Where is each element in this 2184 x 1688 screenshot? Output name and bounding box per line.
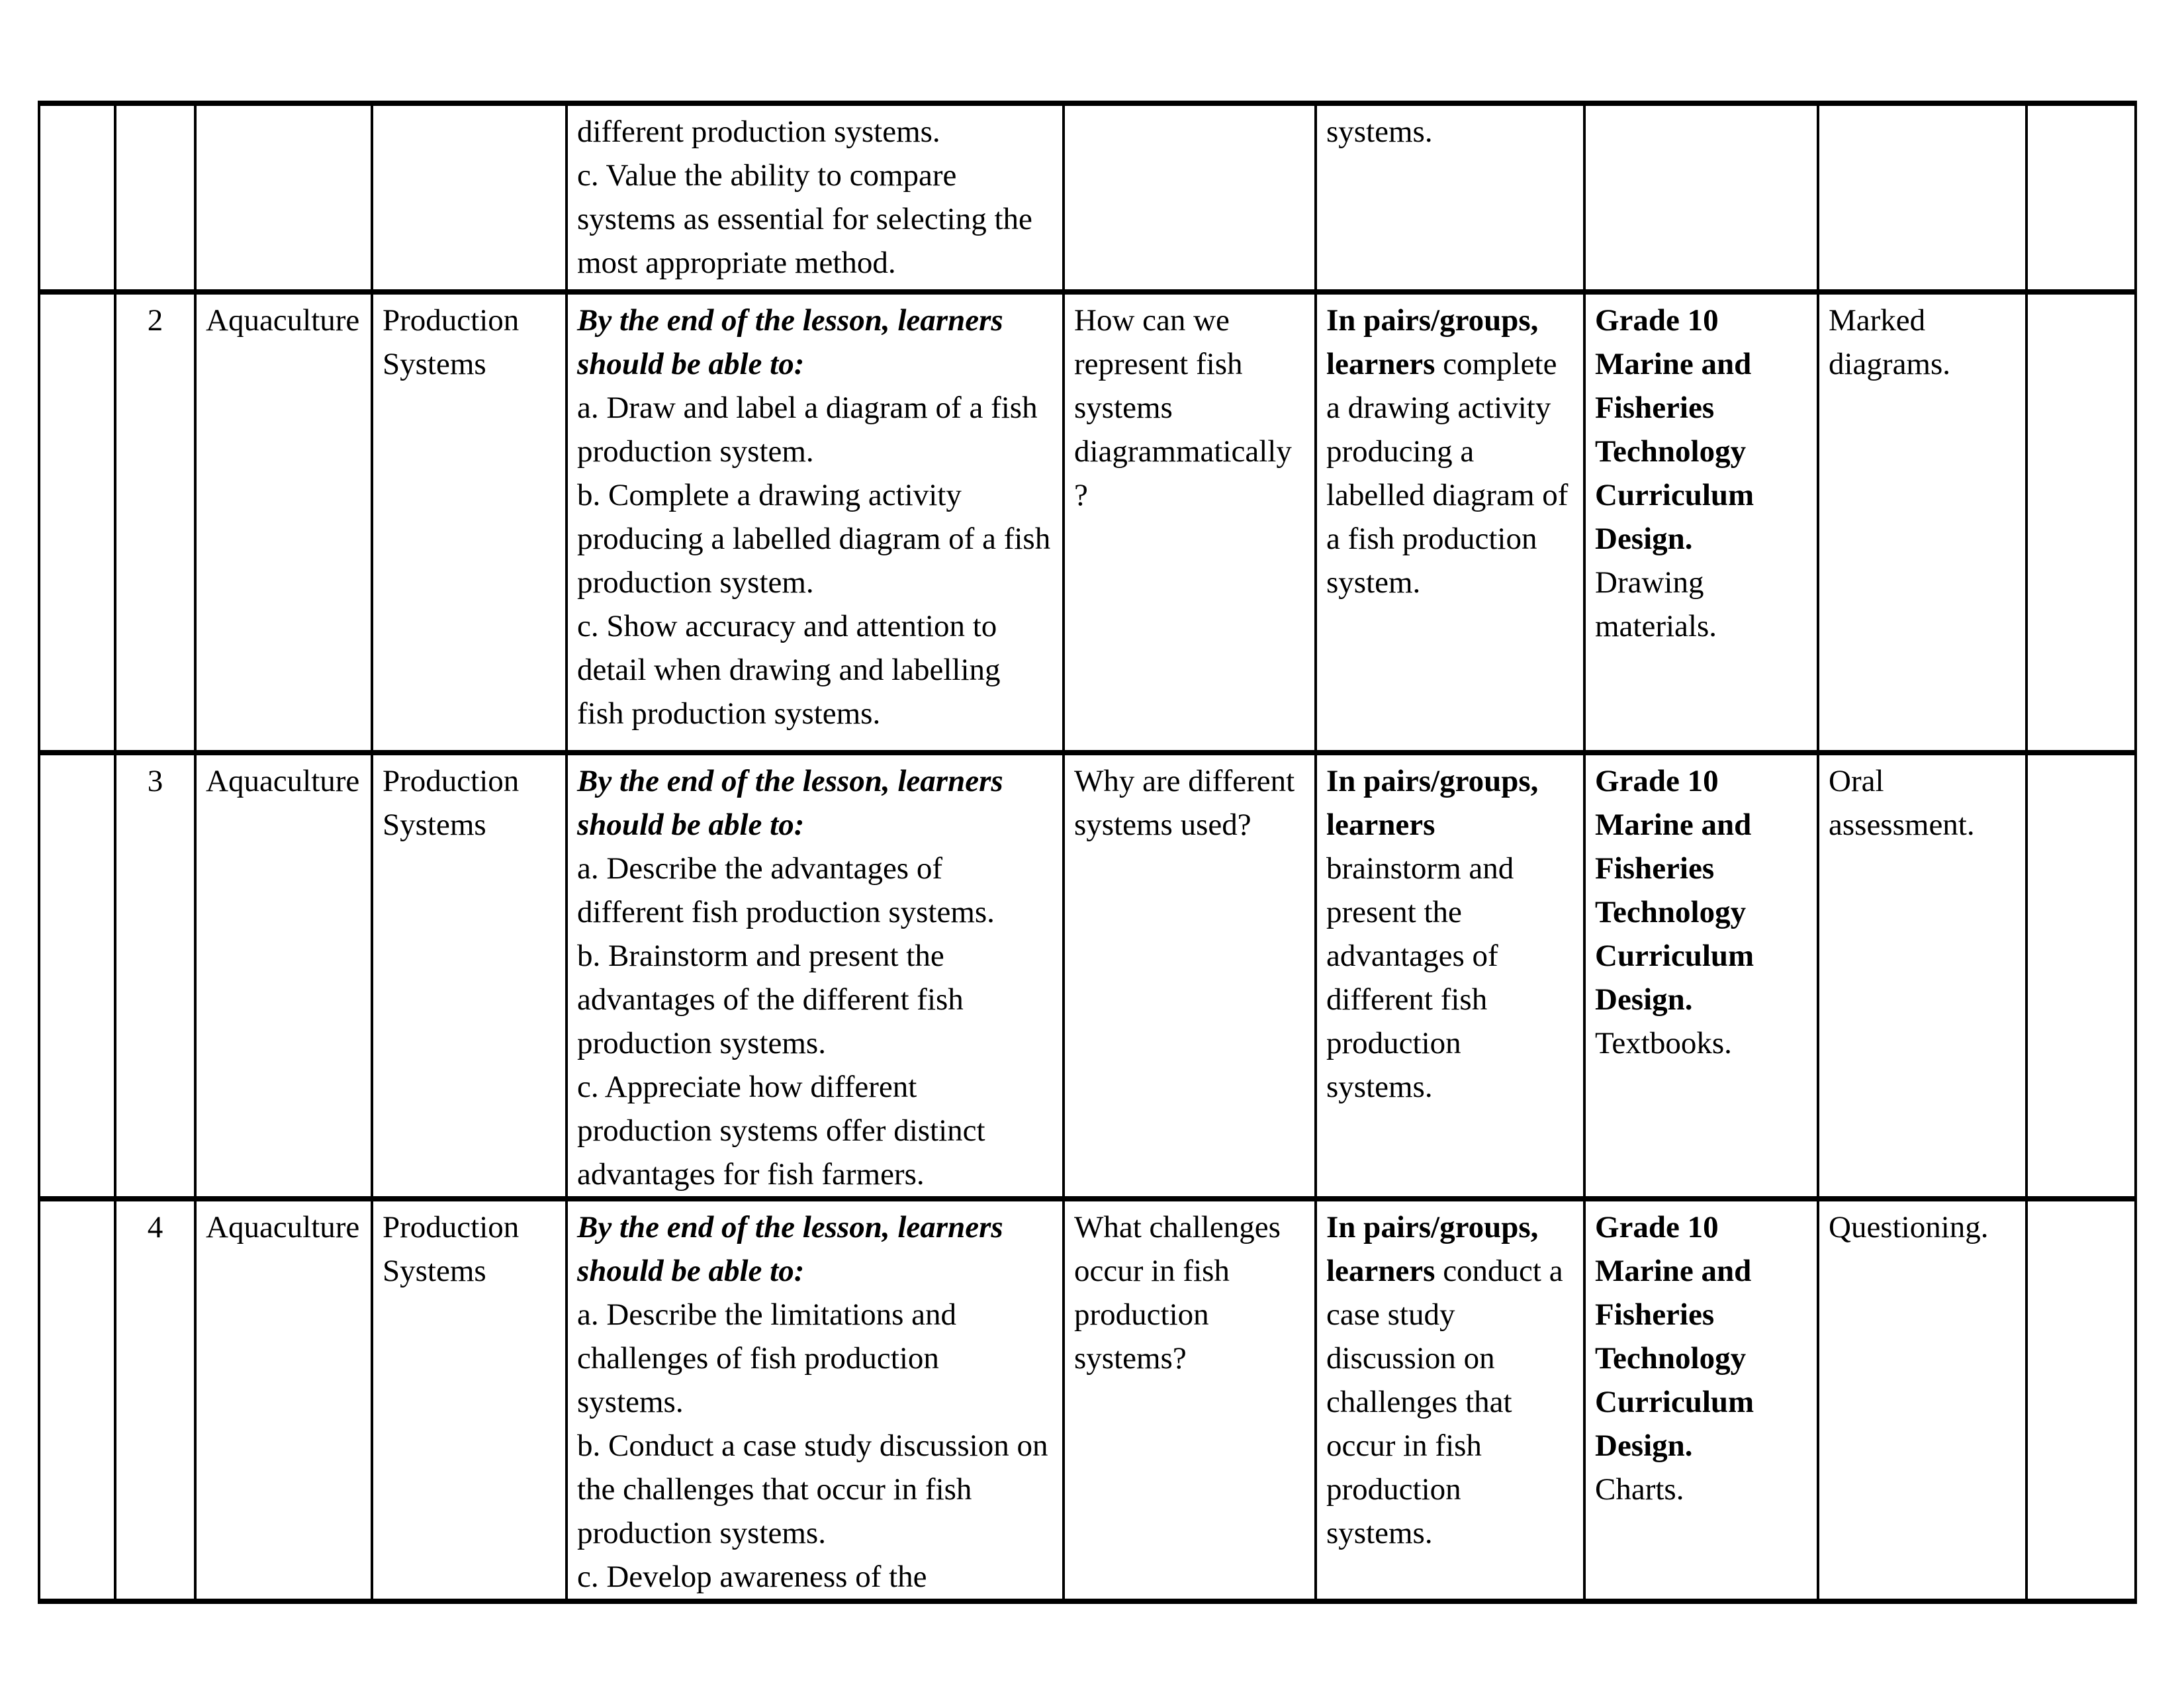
outcome-item-c: c. Appreciate how different production systems offer distinct advantages for fish farmers. xyxy=(577,1070,985,1192)
sub-strand-text: Production Systems xyxy=(383,764,520,842)
cell-learning-resources xyxy=(1584,1199,1818,1601)
cell-outcomes xyxy=(567,292,1064,753)
strand-text: Aquaculture xyxy=(206,1210,360,1244)
resource-materials: Drawing materials. xyxy=(1595,565,1717,643)
cell-strand xyxy=(195,753,372,1199)
outcomes-lead: By the end of the lesson, learners should be able to: xyxy=(577,764,1003,842)
resource-curriculum-design: Grade 10 Marine and Fisheries Technology Curriculum Design. xyxy=(1595,1210,1754,1463)
inquiry-text: How can we represent fish systems diagrammatically? xyxy=(1074,303,1292,512)
table-row-week-3 xyxy=(39,753,2136,1199)
cell-remarks xyxy=(2026,103,2136,292)
cell-learning-experiences xyxy=(1316,753,1584,1199)
cell-left-margin xyxy=(39,753,115,1199)
inquiry-text: What challenges occur in fish production systems? xyxy=(1074,1210,1281,1376)
experiences-text xyxy=(1326,1205,1574,1555)
experiences-rest: conduct a case study discussion on challenges that occur in fish production systems. xyxy=(1326,1254,1563,1550)
cell-strand xyxy=(195,1199,372,1601)
sub-strand-text: Production Systems xyxy=(383,303,520,381)
strand-text: Aquaculture xyxy=(206,764,360,798)
cell-assessment xyxy=(1818,103,2026,292)
cell-remarks xyxy=(2026,753,2136,1199)
outcome-item-c: c. Develop awareness of the xyxy=(577,1560,927,1594)
assessment-text: Marked diagrams. xyxy=(1829,303,1951,381)
cell-outcomes xyxy=(567,103,1064,292)
table-row-week-4 xyxy=(39,1199,2136,1601)
scheme-of-work-table xyxy=(38,101,2137,1604)
sub-strand-text: Production Systems xyxy=(383,1210,520,1288)
cell-inquiry-question xyxy=(1064,103,1316,292)
cell-outcomes xyxy=(567,1199,1064,1601)
cell-sub-strand xyxy=(372,1199,567,1601)
outcome-continuation: different production systems. xyxy=(577,115,940,149)
resource-curriculum-design: Grade 10 Marine and Fisheries Technology Curriculum Design. xyxy=(1595,764,1754,1017)
cell-remarks xyxy=(2026,1199,2136,1601)
resource-materials: Textbooks. xyxy=(1595,1026,1732,1060)
cell-week xyxy=(115,292,195,753)
outcome-item-b: b. Complete a drawing activity producing a labelled diagram of a fish production system. xyxy=(577,478,1051,600)
cell-week xyxy=(115,103,195,292)
cell-learning-experiences xyxy=(1316,103,1584,292)
week-number: 3 xyxy=(147,764,163,798)
cell-assessment xyxy=(1818,1199,2026,1601)
resource-materials: Charts. xyxy=(1595,1472,1684,1507)
table-row-continuation xyxy=(39,103,2136,292)
strand-text: Aquaculture xyxy=(206,303,360,338)
cell-learning-experiences xyxy=(1316,1199,1584,1601)
cell-left-margin xyxy=(39,1199,115,1601)
table-row-week-2 xyxy=(39,292,2136,753)
outcome-item-b: b. Conduct a case study discussion on the challenges that occur in fish production systems. xyxy=(577,1429,1048,1550)
outcome-item-c: c. Show accuracy and attention to detail when drawing and labelling fish production systems. xyxy=(577,609,1001,731)
cell-assessment xyxy=(1818,292,2026,753)
outcomes-lead: By the end of the lesson, learners should be able to: xyxy=(577,1210,1003,1288)
cell-learning-resources xyxy=(1584,292,1818,753)
resource-curriculum-design: Grade 10 Marine and Fisheries Technology Curriculum Design. xyxy=(1595,303,1754,556)
outcome-item-c: c. Value the ability to compare systems as essential for selecting the most appropriate method. xyxy=(577,158,1032,280)
cell-left-margin xyxy=(39,292,115,753)
cell-learning-resources xyxy=(1584,753,1818,1199)
assessment-text: Oral assessment. xyxy=(1829,764,1975,842)
cell-remarks xyxy=(2026,292,2136,753)
week-number: 2 xyxy=(147,303,163,338)
cell-learning-experiences xyxy=(1316,292,1584,753)
cell-week xyxy=(115,753,195,1199)
cell-outcomes xyxy=(567,753,1064,1199)
experiences-bold-lead: In pairs/groups, learners xyxy=(1326,303,1539,381)
cell-assessment xyxy=(1818,753,2026,1199)
cell-inquiry-question xyxy=(1064,292,1316,753)
outcome-item-a: a. Describe the advantages of different fish production systems. xyxy=(577,851,995,929)
experiences-bold-lead: In pairs/groups, learners xyxy=(1326,764,1539,842)
experiences-rest: complete a drawing activity producing a labelled diagram of a fish production system. xyxy=(1326,347,1569,600)
experiences-text xyxy=(1326,299,1574,604)
experiences-rest: brainstorm and present the advantages of different fish production systems. xyxy=(1326,851,1514,1104)
cell-sub-strand xyxy=(372,292,567,753)
experiences-bold-lead: In pairs/groups, learners xyxy=(1326,1210,1539,1288)
outcome-item-a: a. Describe the limitations and challenges of fish production systems. xyxy=(577,1297,956,1419)
experiences-continuation: systems. xyxy=(1326,115,1433,149)
cell-inquiry-question xyxy=(1064,1199,1316,1601)
cell-week xyxy=(115,1199,195,1601)
cell-sub-strand xyxy=(372,753,567,1199)
outcome-item-a: a. Draw and label a diagram of a fish production system. xyxy=(577,391,1038,469)
outcomes-lead: By the end of the lesson, learners should be able to: xyxy=(577,303,1003,381)
inquiry-text: Why are different systems used? xyxy=(1074,764,1295,842)
experiences-text xyxy=(1326,759,1574,1109)
cell-strand xyxy=(195,292,372,753)
cell-inquiry-question xyxy=(1064,753,1316,1199)
cell-left-margin xyxy=(39,103,115,292)
assessment-text: Questioning. xyxy=(1829,1210,1989,1244)
cell-sub-strand xyxy=(372,103,567,292)
cell-strand xyxy=(195,103,372,292)
cell-learning-resources xyxy=(1584,103,1818,292)
week-number: 4 xyxy=(147,1210,163,1244)
outcome-item-b: b. Brainstorm and present the advantages of the different fish production systems. xyxy=(577,939,964,1060)
